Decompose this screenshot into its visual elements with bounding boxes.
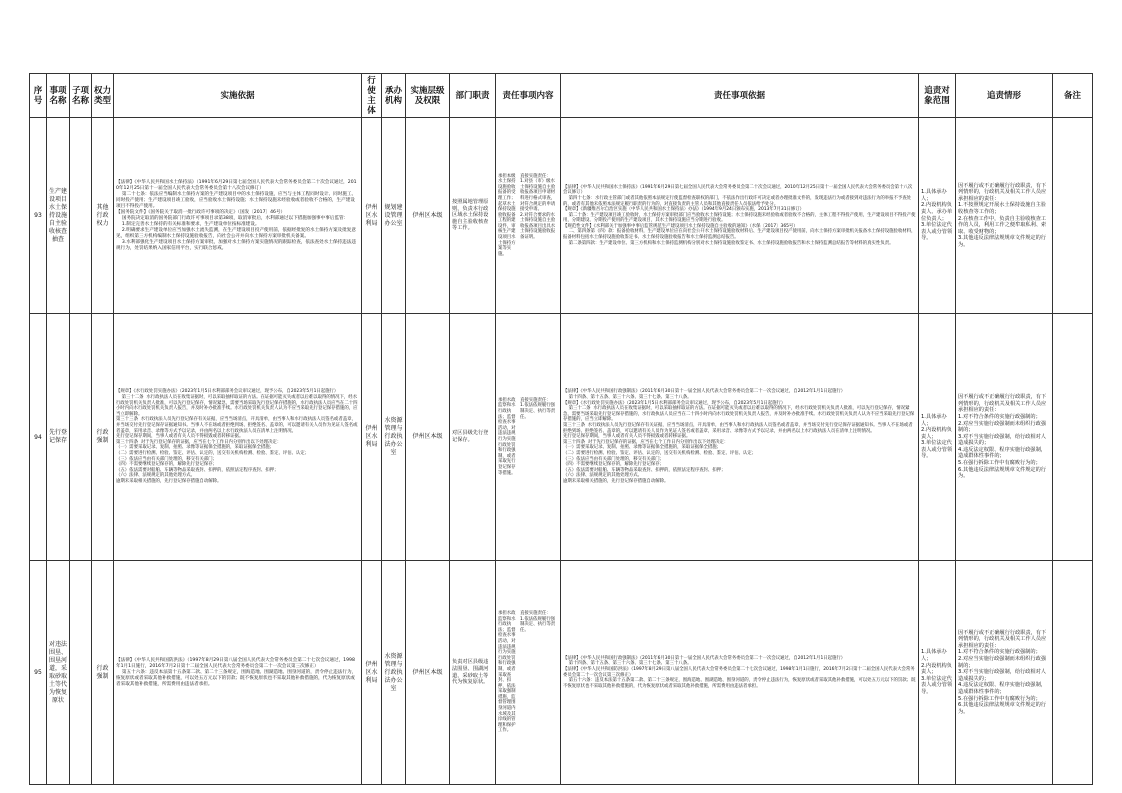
row-power-type: 其他行政权力 <box>92 118 114 314</box>
row-resp-content-b: 直接实施责任： 1.对县（市）级水土保持设施自主验收报备项目申请材料进行格式审查，对符合规定的申请接受申请。 2.对符合要求的水土保持设施自主验收报备项目出具水土保持设施验收报备证明。 <box>520 173 556 241</box>
header-item-name: 事项名称 <box>47 74 70 118</box>
header-basis: 实施依据 <box>114 74 362 118</box>
row-resp-basis: 【法律】《中华人民共和国行政强制法》（2011年6月30日第十一届全国人民代表大会常务委员会第二十一次会议通过，自2012年1月1日起施行） 第十四条、第十五条、第三十六条、第三十七条、第三十八条。 【法律】《中华人民共和国防洪法》（1997年8月29日第八届全国人民代表大会常务委员会第二十七次会议通过，1998年1月1日施行，2016年7月2日第十二届全国人民代表大会常务委员会第二十一次会议第三次修正） 第五十六条：违反本法第十五条第二款、第二十三条规定，围海造地、围湖造地、围垦河道的，责令停止违法行为，恢复原状或者采取其他补救措施，可以处五万元以下的罚款；既不恢复原状也不采取其他补救措施的，代为恢复原状或者采取其他补救措施，所需费用由违法者承担。 <box>561 561 919 785</box>
row-dept-duty: 按照属地管理原则，负责本行政区域水土保持设施自主验收核查等工作。 <box>450 118 496 314</box>
row-sub-item <box>70 561 92 785</box>
row-accountability-scope: 1.具体承办人； 2.内设机构负责人； 3.单位法定代表人或分管领导。 <box>919 561 956 785</box>
row-accountability-scope: 1.具体承办人； 2.内设机构负责人； 3.单位法定代表人或分管领导。 <box>919 314 956 561</box>
row-resp-content <box>496 561 561 785</box>
row-resp-content-b: 直接实施责任： 1.依法依规履行强制决定、执行等责任。 <box>520 610 556 633</box>
row-accountability-case: 因不履行或不正确履行行政职责，有下列情形的，行政机关及相关工作人员应承担相应的责任： 1.对不符合条件的实施行政强制的； 2.对应当实施行政强制而未组织行政强制的； 3.对不当实施行政强制，给行政相对人造成损失的； 4.违反法定权限、程序实施行政强制，造成群体性事件的； 5.在强行拆除工作中有腐败行为的； 6.其他违反法律法规规章文件规定的行为。 <box>956 561 1053 785</box>
header-power-type: 权力类型 <box>92 74 114 118</box>
row-accountability-case: 因不履行或不正确履行行政职责，有下列情形的，行政机关及相关工作人员应承担相应的责任： 1.不按照规定开展水土保持设施自主验收核查等工作的； 2.在核查工作中，负责自主验收核查工作的人员，利用工作之便牟取私利、索取、收受财物的； 3.其他违反法律法规规章文件规定的行为。 <box>956 118 1053 314</box>
row-resp-content <box>496 118 561 314</box>
row-resp-content-b: 直接实施责任： 1.依法依规履行强制决定、执行等责任。 <box>520 397 556 420</box>
row-dept-duty: 对区县级先行登记保存。 <box>450 314 496 561</box>
header-sub-item: 子项名称 <box>70 74 92 118</box>
row-resp-content <box>496 314 561 561</box>
row-agency: 水资源管理与行政执法办公室 <box>382 561 406 785</box>
row-remark <box>1053 561 1093 785</box>
row-basis: 【法律】《中华人民共和国水土保持法》（1991年6月29日第七届全国人民代表大会常务委员会第二十次会议通过，2010年12月25日第十一届全国人民代表大会常务委员会第十八次会议修订） 第二十七条：依法应当编制水土保持方案的生产建设项目中的水土保持设施，应当与主体工程同时设计、同时施工、同时投产使用；生产建设项目竣工验收，应当验收水土保持设施；水土保持设施未经验收或者验收不合格的，生产建设项目不得投产使用。 【国务院文件】《国务院关于取消一批行政许可事项的决定》（国发〔2017〕46号） 国务院决定取消的国务院部门行政许可事项目录第38项，取消审批后，水利部通过以下措施加强事中事后监管： 1.制定完善水土保持的有关标准和要求，生产建设单位按标准建设。 2.明确要求生产建设单位应当加强水土流失监测，在生产建设项目投产使用前，依据经批复的水土保持方案及批复意见，组织第三方机构编制水土保持设施验收报告，向社会公开并向水土保持方案审批机关备案。 3.水利部强化生产建设项目水土保持方案审批，加强对水土保持方案实施情况的跟踪检查，依法查处水土保持违法违规行为，处罚结果纳入国家信用平台，实行联合惩戒。 <box>114 118 362 314</box>
row-seq: 93 <box>30 118 47 314</box>
row-seq: 94 <box>30 314 47 561</box>
row-subject: 伊州区水利局 <box>362 314 382 561</box>
row-remark <box>1053 314 1093 561</box>
row-accountability-scope: 1.具体承办人； 2.内设机构负责人、承办单位负责人； 3.单位法定代表人或分管领导。 <box>919 118 956 314</box>
row-subject: 伊州区水利局 <box>362 561 382 785</box>
row-dept-duty: 负责对区县级违法围垦、围湖河道，采砂取土等代为恢复原状。 <box>450 561 496 785</box>
row-basis: 【规章】《水行政处罚实施办法》（2023年1月5日水利部部务会议审议通过，现予公布，自2023年5月1日起施行） 第三十二条 水行政执法人员在收集证据时，可以采取抽样取证的方法。在证据可能灭失或者以后难以取得的情况下，经水行政处罚机关负责人批准，可以先行登记保存，情况紧急，需要当场采取先行登记保存措施的，水行政执法人员应当在二十四小时内向水行政处罚机关负责人报告，并及时补办批准手续。水行政处罚机关负责人认为不应当采取先行登记保存措施的，应当立即解除。 第三十三条 水行政执法人员先行登记保存有关证据，应当当场清点，开具清单，由当事人和水行政执法人员签名或者盖章，并当场交付先行登记保存证据通知书。当事人不在场或者拒绝到场、拒绝签名、盖章的，可以邀请有关人员作为见证人签名或者盖章，采用录音、录像等方式予以记录，并由两名以上水行政执法人员在清单上注明情况。 先行登记保存期间，当事人或者有关人员不得损毁或者转移证据。 第三十四条 对于先行登记保存的证据，应当在七个工作日内分别作出以下处理决定： （一）需要采取记录、复制、拍照、录像等证据保全措施的，采取证据保全措施； （二）需要进行检测、检验、鉴定、评估、认定的，送交有关机构检测、检验、鉴定、评估、认定； （三）依法应当由有关部门处理的，移交有关部门； （四）不需要继续登记保存的，解除先行登记保存； （五）依法需要对船舶、车辆等物品采取查封、扣押的，依照法定程序查封、扣押； （六）法律、法规规定的其他处理方式。 逾期未采取相关措施的，先行登记保存措施自动解除。 <box>114 314 362 561</box>
row-resp-content-a: 承担本级水土保持设施验收报备的受理工作；起草水土保持设施验收报备工程的建设件，审核生产建设项目水土保持方案等实施。 <box>498 173 516 257</box>
row-resp-content-a: 承担水政监察和水行政执法；监督检查水事活动，对违法违规行为实施行政处罚和行政强制，或者采取先行登记保存等措施。 <box>498 397 516 476</box>
table-row <box>30 118 1093 314</box>
row-item-name: 先行登记保存 <box>47 314 70 561</box>
row-resp-basis: 【法律】《中华人民共和国水土保持法》（1991年6月29日第七届全国人民代表大会常务委员会第二十次会议通过，2010年12月25日第十一届全国人民代表大会常务委员会第十八次会议修订） 第四十七条：水行政主管部门或者其他依照本法规定行使监督检查职权的部门，不依法作出行政许可决定或者办理批准文件的，发现违法行为或者接到对违法行为的举报不予查处的，或者有其他未依照本法规定履行职责的行为的，对直接负责的主管人员和其他直接责任人员依法给予处分。 【规章】《新疆维吾尔自治区实施〈中华人民共和国水土保持法〉办法》（1994年9月24日颁布实施，2013年7月31日修订） 第二十条：生产建设项目竣工验收时，水土保持方案审批部门应当验收水土保持设施；水土保持设施未经验收或者验收不合格的，主体工程不得投产使用，生产建设项目不得投产使用，分期建设、分期投产使用的生产建设项目，其水土保持设施应当分期进行验收。 【规范性文件】《水利部关于加强事中事后监管规范生产建设项目水土保持设施自主验收的通知》（水保〔2017〕365号） 二、第四条第（四）款：报备验收材料，生产建设单位应在向社会公开水土保持设施验收材料后、生产建设项目投产使用前，向水土保持方案审批机关报备水土保持设施验收材料，报备材料包括水土保持设施验收鉴定书、水土保持设施验收报告和水土保持监测总结报告。 第二条第四款：生产建设单位、第三方机构和水土保持监测机构分别对水土保持设施验收鉴定书、水土保持设施验收报告和水土保持监测总结报告等材料的真实性负责。 <box>561 118 919 314</box>
row-power-type: 行政强制 <box>92 561 114 785</box>
row-level: 伊州区本级 <box>406 314 450 561</box>
row-level: 伊州区本级 <box>406 561 450 785</box>
header-dept-duty: 部门职责 <box>450 74 496 118</box>
row-power-type: 行政强制 <box>92 314 114 561</box>
row-item-name: 对违法围垦、围垦河道，采取砂取土等代为恢复原状 <box>47 561 70 785</box>
row-resp-basis: 【法律】《中华人民共和国行政强制法》（2011年6月30日第十一届全国人民代表大会常务委员会第二十一次会议通过，自2012年1月1日起施行） 第十四条、第十五条、第三十六条、第三十七条、第三十八条。 【规章】《水行政处罚实施办法》（2023年1月5日水利部部务会议审议通过，现予公布，自2023年5月1日起施行） 第三十二条 水行政执法人员在收集证据时，可以采取抽样取证的方法。在证据可能灭失或者以后难以取得的情况下，经水行政处罚机关负责人批准，可以先行登记保存，情况紧急，需要当场采取先行登记保存措施的，水行政执法人员应当在二十四小时内向水行政处罚机关负责人报告，并及时补办批准手续。水行政处罚机关负责人认为不应当采取先行登记保存措施的，应当立即解除。 第三十三条 水行政执法人员先行登记保存有关证据，应当当场清点，开具清单，由当事人和水行政执法人员签名或者盖章，并当场交付先行登记保存证据通知书。当事人不在场或者拒绝到场、拒绝签名、盖章的，可以邀请有关人员作为见证人签名或者盖章，采用录音、录像等方式予以记录，并由两名以上水行政执法人员在清单上注明情况。 先行登记保存期间，当事人或者有关人员不得损毁或者转移证据。 第三十四条 对于先行登记保存的证据，应当在七个工作日内分别作出以下处理决定： （一）需要采取记录、复制、拍照、录像等证据保全措施的，采取证据保全措施； （二）需要进行检测、检验、鉴定、评估、认定的，送交有关机构检测、检验、鉴定、评估、认定； （三）依法应当由有关部门处理的，移交有关部门； （四）不需要继续登记保存的，解除先行登记保存； （五）依法需要对船舶、车辆等物品采取查封、扣押的，依照法定程序查封、扣押； （六）法律、法规规定的其他处理方式。 逾期未采取相关措施的，先行登记保存措施自动解除。 <box>561 314 919 561</box>
header-resp-content: 责任事项内容 <box>496 74 561 118</box>
row-sub-item <box>70 314 92 561</box>
row-level: 伊州区本级 <box>406 118 450 314</box>
row-accountability-case: 因不履行或不正确履行行政职责，有下列情形的，行政机关及相关工作人员应承担相应的责任： 1.对不符合条件的实施行政强制的； 2.对应当实施行政强制而未组织行政强制的； 3.对不当实施行政强制，给行政相对人造成损失的； 4.违反法定权限、程序实施行政强制，造成群体性事件的； 5.在强行拆除工作中有腐败行为的； 6.其他违反法律法规规章文件规定的行为。 <box>956 314 1053 561</box>
row-sub-item <box>70 118 92 314</box>
power-list-table <box>29 73 1093 785</box>
row-seq: 95 <box>30 561 47 785</box>
table-row <box>30 561 1093 785</box>
header-seq: 序号 <box>30 74 47 118</box>
row-basis: 【法律】《中华人民共和国防洪法》（1997年8月29日第八届全国人民代表大会常务委员会第二十七次会议通过，1998年1月1日施行，2016年7月2日第十二届全国人民代表大会常务委员会第二十一次会议第三次修正） 第五十六条：违反本法第十五条第二款、第二十三条规定，围海造地、围湖造地、围垦河道的，责令停止违法行为，恢复原状或者采取其他补救措施，可以处五万元以下的罚款；既不恢复原状也不采取其他补救措施的，代为恢复原状或者采取其他补救措施，所需费用由违法者承担。 <box>114 561 362 785</box>
header-level: 实施层级及权限 <box>406 74 450 118</box>
row-remark <box>1053 118 1093 314</box>
header-accountability-case: 追责情形 <box>956 74 1053 118</box>
header-subject: 行使主体 <box>362 74 382 118</box>
header-agency: 承办机构 <box>382 74 406 118</box>
header-remark: 备注 <box>1053 74 1093 118</box>
table-row <box>30 314 1093 561</box>
row-agency: 水资源管理与行政执法办公室 <box>382 314 406 561</box>
header-row <box>30 74 1093 118</box>
row-resp-content-a: 承担水政监察和水行政执法；监督检查水事活动，对违法违规行为实施行政处罚和行政强制，或者采取查封、扣押，依法采取强制措施，监督管理围垦河道内水域及其岸线的管理和保护工作。 <box>498 610 516 734</box>
row-subject: 伊州区水利局 <box>362 118 382 314</box>
row-item-name: 生产建设项目水土保持设施自主验收核查抽查 <box>47 118 70 314</box>
header-resp-basis: 责任事项依据 <box>561 74 919 118</box>
row-agency: 规划建设管理办公室 <box>382 118 406 314</box>
header-accountability-scope: 追责对象范围 <box>919 74 956 118</box>
